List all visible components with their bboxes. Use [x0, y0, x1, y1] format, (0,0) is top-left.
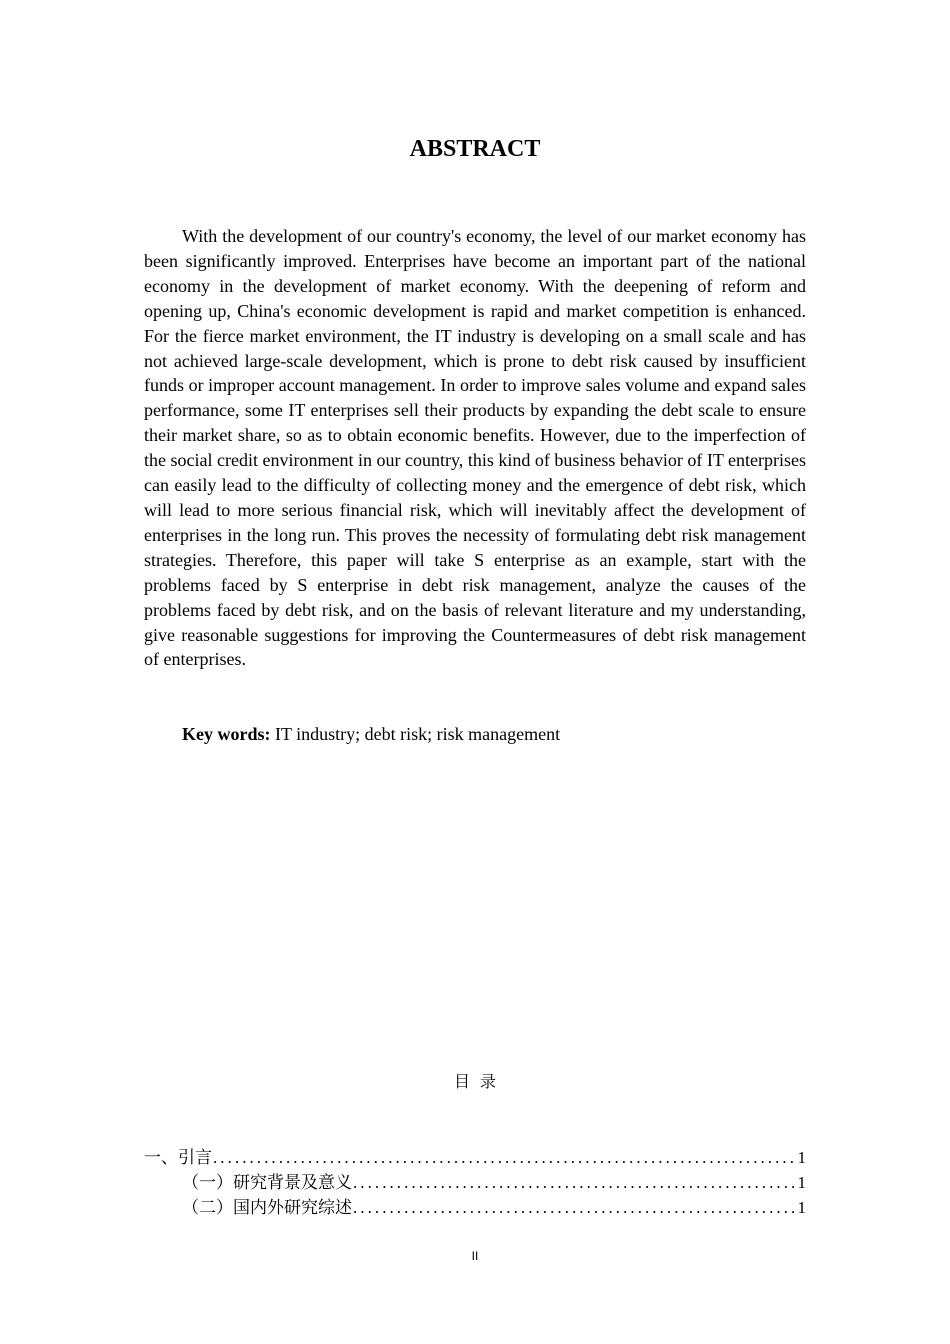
toc-entry-page: 1 — [797, 1197, 806, 1217]
page-number: II — [471, 1249, 479, 1263]
toc-leader-dots — [352, 1171, 794, 1196]
keywords-label: Key words: — [182, 724, 271, 744]
toc-title-char-2: 录 — [480, 1074, 497, 1091]
toc-leader-dots — [352, 1196, 794, 1221]
keywords-text: IT industry; debt risk; risk management — [270, 724, 561, 744]
toc-entry-label: 一、引言 — [144, 1148, 212, 1167]
toc-entry[interactable] — [144, 1171, 806, 1196]
toc-title-char-1: 目 — [453, 1074, 470, 1091]
toc-entry-label: （二）国内外研究综述 — [182, 1197, 352, 1217]
toc-entry[interactable] — [144, 1196, 806, 1221]
toc-title — [0, 1072, 950, 1094]
toc-entry-page: 1 — [797, 1148, 806, 1167]
abstract-body: With the development of our country's economy, the level of our market economy has been significantly improved. Enterprises have become an important part of the national economy in the development of market economy. With the deepening of reform and opening up, China's economic development is rapid and market competition is enhanced. For the fierce market environment, the IT industry is developing on a small scale and has not achieved large-scale development, which is prone to debt risk caused by insufficient funds or improper account management. In order to improve sales volume and expand sales performance, some IT enterprises sell their products by expanding the debt scale to ensure their market share, so as to obtain economic benefits. However, due to the imperfection of the social credit environment in our country, this kind of business behavior of IT enterprises can easily lead to the difficulty of collecting money and the emergence of debt risk, which will lead to more serious financial risk, which will inevitably affect the development of enterprises in the long run. This proves the necessity of formulating debt risk management strategies. Therefore, this paper will take S enterprise as an example, start with the problems faced by S enterprise in debt risk management, analyze the causes of the problems faced by debt risk, and on the basis of relevant literature and my understanding, give reasonable suggestions for improving the Countermeasures of debt risk management of enterprises. — [144, 226, 806, 670]
toc-leader-dots — [212, 1146, 794, 1171]
toc-entry-page: 1 — [797, 1172, 806, 1192]
toc-entry[interactable] — [144, 1146, 806, 1171]
toc-entry-label: （一）研究背景及意义 — [182, 1172, 352, 1192]
abstract-title: ABSTRACT — [409, 136, 541, 162]
keywords-line — [144, 722, 806, 747]
table-of-contents — [144, 1146, 806, 1220]
